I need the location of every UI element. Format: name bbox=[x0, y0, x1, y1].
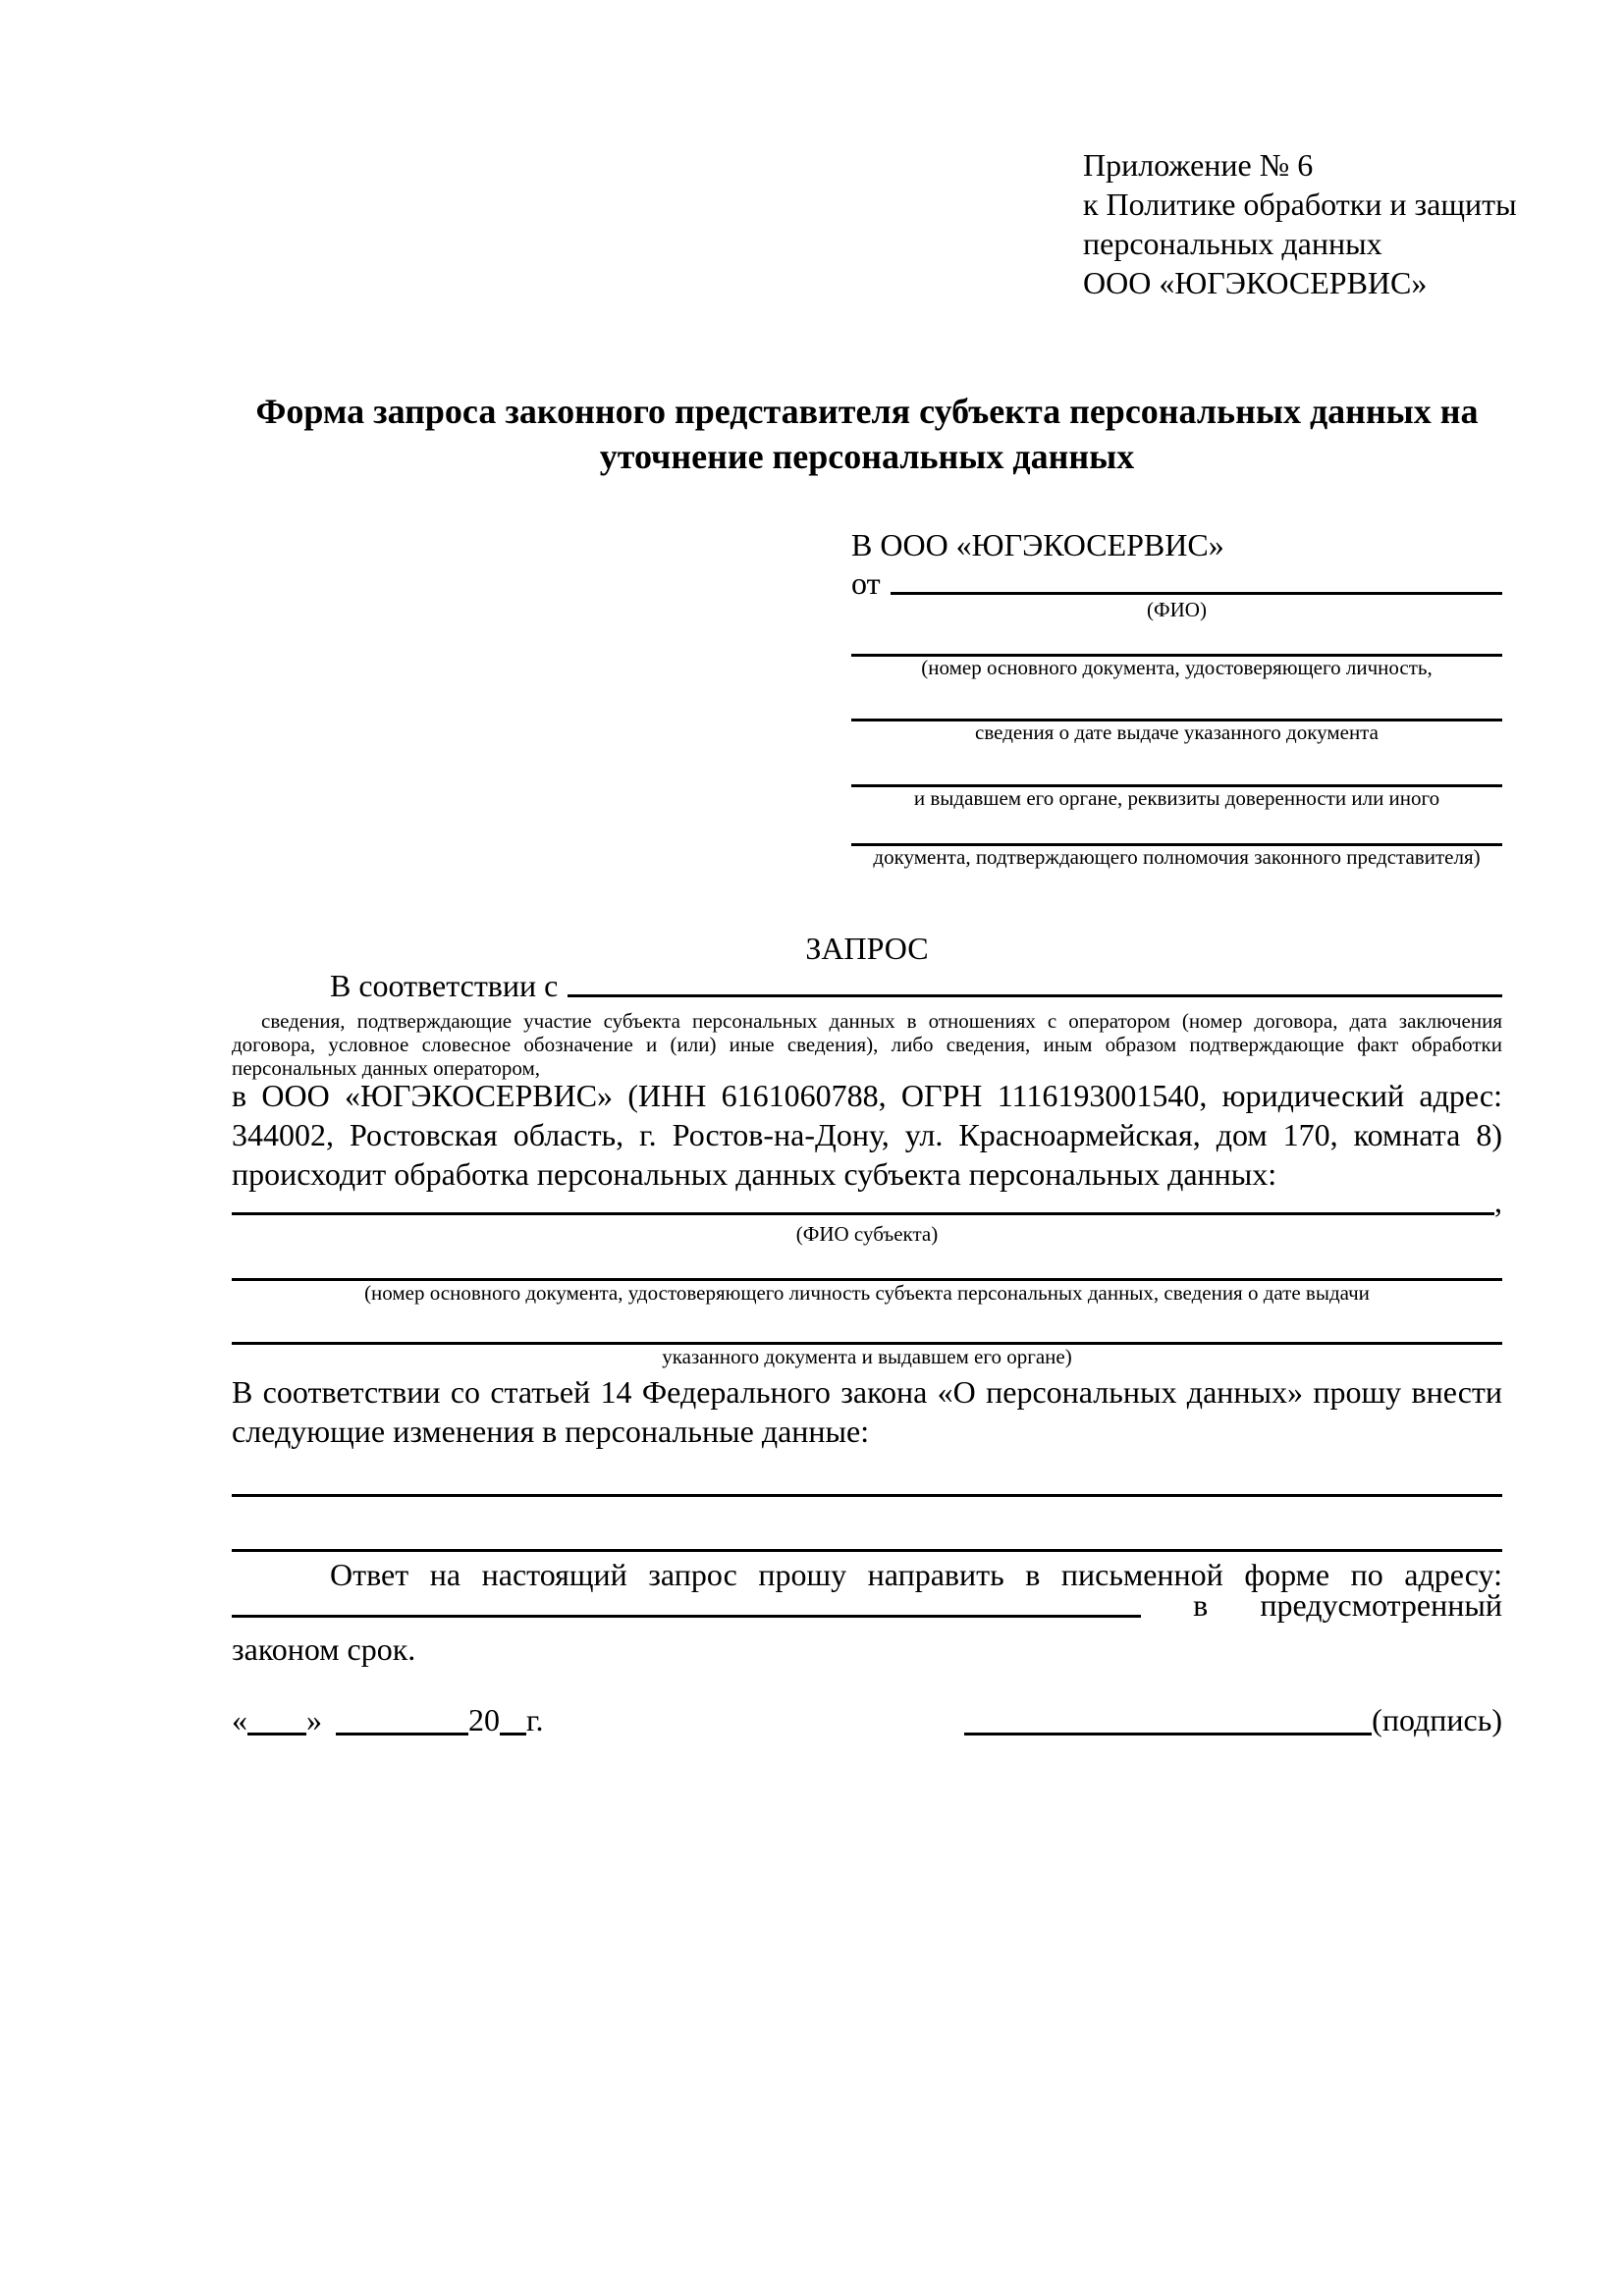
accordance-input-line[interactable] bbox=[568, 994, 1502, 997]
issuing-authority-input-line[interactable] bbox=[851, 743, 1502, 787]
law-paragraph: В соответствии со статьей 14 Федерального закона «О персональных данных» прошу внести следующие изменения в персональные данные: bbox=[232, 1374, 1502, 1449]
request-heading: ЗАПРОС bbox=[805, 931, 929, 966]
authority-document-input-line[interactable] bbox=[851, 809, 1502, 846]
year-suffix: г. bbox=[526, 1702, 544, 1737]
changes-input-line-1[interactable] bbox=[232, 1465, 1502, 1497]
subject-document-issuer-input-line[interactable] bbox=[232, 1312, 1502, 1345]
subject-fio-caption: (ФИО субъекта) bbox=[795, 1222, 939, 1246]
representative-name-input-line[interactable] bbox=[891, 592, 1502, 595]
form-title: Форма запроса законного представителя субъекта персональных данных на уточнение персональных данных bbox=[255, 392, 1479, 476]
reply-in-word: в bbox=[1193, 1587, 1209, 1623]
appendix-policy-line: к Политике обработки и защиты bbox=[1083, 187, 1517, 222]
year-prefix: 20 bbox=[468, 1702, 500, 1737]
subject-name-comma: , bbox=[1494, 1184, 1502, 1219]
document-number-input-line[interactable] bbox=[851, 620, 1502, 657]
year-input-line[interactable] bbox=[500, 1707, 526, 1735]
footer-row bbox=[232, 1704, 1502, 1737]
authority-document-caption: документа, подтверждающего полномочия законного представителя) bbox=[873, 845, 1481, 869]
issue-date-caption: сведения о дате выдаче указанного документа bbox=[975, 721, 1379, 744]
date-group bbox=[232, 1704, 544, 1737]
addressee-company: В ООО «ЮГЭКОСЕРВИС» bbox=[851, 527, 1224, 562]
issue-date-input-line[interactable] bbox=[851, 678, 1502, 721]
date-quote-open: « bbox=[232, 1702, 247, 1737]
issuing-authority-caption: и выдавшем его органе, реквизиты доверенности или иного bbox=[913, 786, 1440, 810]
operator-paragraph: в ООО «ЮГЭКОСЕРВИС» (ИНН 6161060788, ОГРН 1116193001540, юридический адрес: 344002, Ростовская область, г. Ростов-на-Дону, ул. Красноармейская, дом 170, комната 8) происходит обработка персональных данных субъекта персональных данных: bbox=[232, 1078, 1502, 1192]
accordance-row bbox=[232, 968, 1502, 1001]
addressee-block bbox=[851, 527, 1502, 868]
changes-input-line-2[interactable] bbox=[232, 1520, 1502, 1552]
appendix-number: Приложение № 6 bbox=[1083, 147, 1314, 183]
subject-name-row bbox=[232, 1184, 1502, 1219]
date-quote-close: » bbox=[306, 1702, 322, 1737]
signature-caption: (подпись) bbox=[1372, 1702, 1502, 1737]
reply-stipulated-word: предусмотренный bbox=[1260, 1587, 1502, 1623]
from-label: от bbox=[851, 565, 881, 601]
accordance-label: В соответствии с bbox=[330, 968, 559, 1003]
document-number-caption: (номер основного документа, удостоверяющего личность, bbox=[921, 656, 1433, 679]
accordance-note: сведения, подтверждающие участие субъекта персональных данных в отношениях с оператором (номер договора, дата заключения договора, условное словесное обозначение и (или) иные сведения), либо сведения, иным образом подтверждающие факт обработки персональных данных оператором, bbox=[232, 1009, 1502, 1080]
appendix-header bbox=[1083, 145, 1517, 302]
subject-document-caption: (номер основного документа, удостоверяющего личность субъекта персональных данных, сведения о дате выдачи bbox=[364, 1281, 1370, 1305]
reply-address-row bbox=[232, 1587, 1502, 1623]
from-row bbox=[851, 566, 1502, 599]
subject-document-input-line[interactable] bbox=[232, 1249, 1502, 1281]
day-input-line[interactable] bbox=[247, 1707, 306, 1735]
subject-document-issuer-caption: указанного документа и выдавшем его органе) bbox=[662, 1345, 1072, 1368]
signature-input-line[interactable] bbox=[964, 1707, 1372, 1735]
appendix-company: ООО «ЮГЭКОСЕРВИС» bbox=[1083, 265, 1428, 300]
appendix-policy-line2: персональных данных bbox=[1083, 226, 1382, 261]
fio-caption: (ФИО) bbox=[1147, 598, 1207, 621]
subject-name-input-line[interactable] bbox=[232, 1212, 1494, 1215]
month-input-line[interactable] bbox=[336, 1707, 468, 1735]
signature-group bbox=[964, 1704, 1502, 1737]
reply-last-line: законом срок. bbox=[232, 1631, 416, 1667]
reply-paragraph: Ответ на настоящий запрос прошу направить в письменной форме по адресу: bbox=[330, 1557, 1502, 1592]
reply-address-input-line[interactable] bbox=[232, 1590, 1141, 1618]
